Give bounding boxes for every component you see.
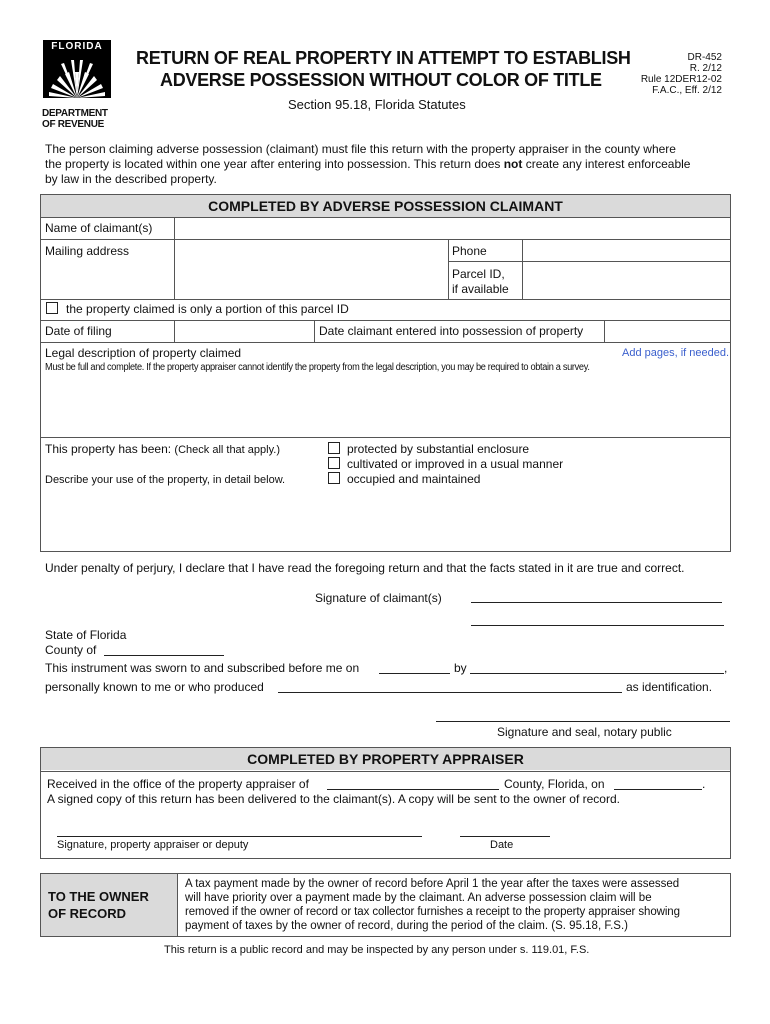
intro-line2-bold: not [503,157,523,171]
enclosure-checkbox[interactable] [328,442,340,454]
portion-label: the property claimed is only a portion of this parcel ID [66,302,349,316]
rule-line [40,437,731,438]
check-all-note: (Check all that apply.) [174,444,280,456]
appraiser-county-line[interactable] [327,789,499,790]
claimant-signature-label: Signature of claimant(s) [315,591,442,605]
form-id-block [610,52,722,96]
rule-line [604,320,605,342]
notary-signature-line[interactable] [436,721,730,722]
form-number: DR-452 [687,52,722,63]
legal-description-field[interactable] [42,376,729,436]
filing-date-field[interactable] [176,321,312,341]
county-label: County of [45,643,97,657]
parcel-label-1: Parcel ID, [452,267,505,281]
occupied-checkbox[interactable] [328,472,340,484]
received-date-line[interactable] [614,789,702,790]
rule-line [314,320,315,342]
property-has-been-label [45,442,280,457]
received-label: Received in the office of the property appraiser of [47,777,309,791]
phone-field[interactable] [524,240,729,260]
sunburst-icon [43,54,111,102]
portion-checkbox[interactable] [46,302,58,314]
rule-line [40,771,731,772]
add-pages-note: Add pages, if needed. [622,347,730,359]
public-record-footer: This return is a public record and may be inspected by any person under s. 119.01, F.S. [164,944,590,956]
legal-description-label: Legal description of property claimed [45,346,242,360]
possession-date-field[interactable] [606,321,729,341]
perjury-statement: Under penalty of perjury, I declare that I have read the foregoing return and that the facts stated in it are true and correct. [45,561,685,575]
rule-line [40,342,731,343]
form-revision: R. 2/12 [689,63,722,74]
occupied-option: occupied and maintained [347,472,481,486]
owner-notice-line2: will have priority over a payment made by the claimant. An adverse possession claim will be [185,892,652,904]
intro-line2 [45,157,690,171]
claimant-section-heading: COMPLETED BY ADVERSE POSSESSION CLAIMANT [41,195,730,217]
rule-line [174,320,175,342]
owner-notice-label-line1: TO THE OWNER [48,889,149,904]
state-label: State of Florida [45,628,127,642]
intro-line2-post: create any interest enforceable [522,157,691,171]
filing-date-label: Date of filing [45,324,112,338]
appraiser-signature-line[interactable] [57,836,422,837]
claimant-signature-line-2[interactable] [471,625,724,626]
form-subtitle: Section 95.18, Florida Statutes [288,97,466,112]
rule-line [174,239,175,299]
owner-notice-line3: removed if the owner of record or tax collector furnishes a receipt to the property appraiser showing [185,906,680,918]
legal-description-note: Must be full and complete. If the property appraiser cannot identify the property from the legal description, you may be required to obtain a survey. [45,362,590,373]
intro-line3: by law in the described property. [45,172,217,186]
appraiser-date-line[interactable] [460,836,550,837]
rule-line [40,299,731,300]
sworn-comma: , [724,661,728,675]
notary-signature-label: Signature and seal, notary public [497,725,672,739]
describe-use-label: Describe your use of the property, in detail below. [45,474,286,486]
form-rule: Rule 12DER12-02 [640,74,722,85]
received-period: . [702,777,706,791]
logo-dept-line2: OF REVENUE [42,119,105,130]
use-description-field[interactable] [42,490,729,550]
intro-line1: The person claiming adverse possession (claimant) must file this return with the property appraiser in the county where [45,142,676,156]
owner-notice-label-line2: OF RECORD [48,906,126,921]
claimant-signature-line-1[interactable] [471,602,722,603]
owner-notice-line4: payment of taxes by the owner of record, during the period of the claim. (S. 95.18, F.S.) [185,920,628,932]
form-title-line1: RETURN OF REAL PROPERTY IN ATTEMPT TO ESTABLISH [136,48,631,68]
sworn-date-line[interactable] [379,673,450,674]
rule-line [174,217,175,239]
phone-label: Phone [452,244,487,258]
rule-line [448,239,449,299]
county-florida-label: County, Florida, on [504,777,605,791]
rule-line [522,239,523,299]
identification-line[interactable] [278,692,622,693]
owner-notice-label-cell [41,874,177,936]
florida-dor-logo [40,37,114,131]
form-fac: F.A.C., Eff. 2/12 [652,85,722,96]
intro-line2-pre: the property is located within one year after entering into possession. This return does [45,157,504,171]
name-label: Name of claimant(s) [45,221,153,235]
parcel-id-field[interactable] [524,262,729,298]
sworn-by-label: by [454,661,467,675]
logo-dept-line1: DEPARTMENT [42,108,108,119]
appraiser-date-label: Date [490,839,514,851]
county-line[interactable] [104,655,224,656]
name-field[interactable] [176,218,729,238]
enclosure-option: protected by substantial enclosure [347,442,530,456]
possession-date-label: Date claimant entered into possession of property [319,324,584,338]
mailing-address-field[interactable] [176,240,446,298]
logo-top-bar: FLORIDA [43,40,111,54]
personally-known-label: personally known to me or who produced [45,680,264,694]
appraiser-signature-label: Signature, property appraiser or deputy [57,839,249,851]
sworn-statement: This instrument was sworn to and subscribed before me on [45,661,360,675]
form-title-line2: ADVERSE POSSESSION WITHOUT COLOR OF TITLE [160,70,602,90]
sworn-by-line[interactable] [470,673,724,674]
rule-line [177,873,178,937]
parcel-label-2: if available [452,282,509,296]
mailing-label: Mailing address [45,244,130,258]
copy-delivered-line: A signed copy of this return has been delivered to the claimant(s). A copy will be sent to the owner of record. [47,792,620,806]
owner-notice-line1: A tax payment made by the owner of record before April 1 the year after the taxes were assessed [185,878,680,890]
as-identification-label: as identification. [626,680,713,694]
cultivated-checkbox[interactable] [328,457,340,469]
appraiser-section-heading: COMPLETED BY PROPERTY APPRAISER [41,748,730,770]
property-has-been-text: This property has been: [45,442,172,456]
cultivated-option: cultivated or improved in a usual manner [347,457,564,471]
